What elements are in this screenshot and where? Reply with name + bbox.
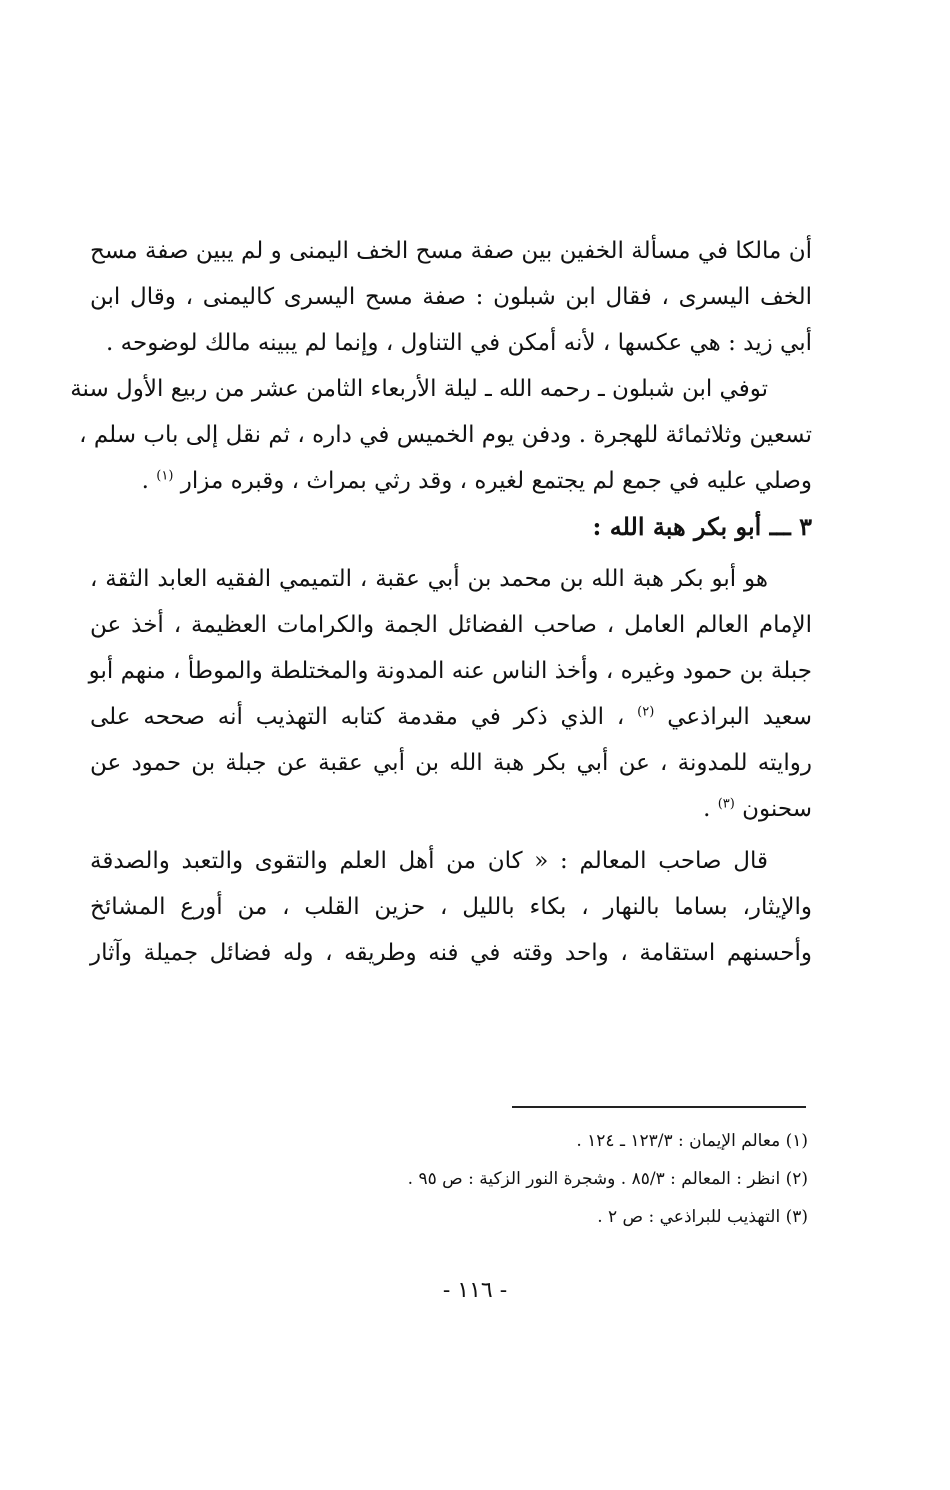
footnote-ref: (٢) [637, 704, 655, 720]
main-text [70, 228, 812, 976]
text-line: وأحسنهم استقامة ، واحد وقته في فنه وطريقه ، وله فضائل جميلة وآثار [90, 940, 812, 966]
text-fragment: . [703, 796, 718, 822]
text-line: الخف اليسرى ، فقال ابن شبلون : صفة مسح اليسرى كاليمنى ، وقال ابن [90, 284, 812, 310]
text-line: جبلة بن حمود وغيره ، وأخذ الناس عنه المدونة والمختلطة والموطأ ، منهم أبو [88, 658, 812, 684]
page-number: - ١١٦ - [442, 1278, 508, 1303]
text-line: أبي زيد : هي عكسها ، لأنه أمكن في التناول ، وإنما لم يبينه مالك لوضوحه . [106, 330, 812, 356]
text-line: قال صاحب المعالم : « كان من أهل العلم والتقوى والتعبد والصدقة [90, 848, 768, 874]
footnote-ref: (١) [156, 468, 174, 484]
text-line: الإمام العالم العامل ، صاحب الفضائل الجمة والكرامات العظيمة ، أخذ عن [90, 612, 812, 638]
footnote-item: (٢) انظر : المعالم : ٨٥/٣ . وشجرة النور الزكية : ص ٩٥ . [407, 1169, 808, 1189]
section-heading: ٣ ـــ أبو بكر هبة الله : [592, 512, 812, 541]
text-line [90, 694, 812, 740]
text-fragment: سحنون [742, 796, 812, 822]
text-fragment: ، الذي ذكر في مقدمة كتابه التهذيب أنه صححه على [90, 704, 638, 730]
footnote-item: (٣) التهذيب للبراذعي : ص ٢ . [597, 1207, 808, 1227]
text-line [90, 458, 812, 504]
footnote-divider [512, 1106, 806, 1108]
text-fragment: وصلي عليه في جمع لم يجتمع لغيره ، وقد رثي بمراث ، وقبره مزار [180, 468, 812, 494]
text-fragment: . [141, 468, 157, 494]
footnotes [120, 1122, 808, 1236]
text-line: والإيثار، بساما بالنهار ، بكاء بالليل ، حزين القلب ، من أورع المشائخ [90, 894, 812, 920]
text-line: تسعين وثلاثمائة للهجرة . ودفن يوم الخميس في داره ، ثم نقل إلى باب سلم ، [79, 422, 812, 448]
text-line: روايته للمدونة ، عن أبي بكر هبة الله بن أبي عقبة عن جبلة بن حمود عن [90, 750, 812, 776]
text-fragment: سعيد البراذعي [667, 704, 812, 730]
footnote-ref: (٣) [717, 796, 735, 812]
text-line: هو أبو بكر هبة الله بن محمد بن أبي عقبة ، التميمي الفقيه العابد الثقة ، [90, 566, 768, 592]
footnote-item: (١) معالم الإيمان : ١٢٣/٣ ـ ١٢٤ . [576, 1131, 808, 1151]
text-line: توفي ابن شبلون ـ رحمه الله ـ ليلة الأربعاء الثامن عشر من ربيع الأول سنة [70, 376, 768, 402]
text-line: أن مالكا في مسألة الخفين بين صفة مسح الخف اليمنى و لم يبين صفة مسح [90, 238, 812, 264]
text-line [90, 786, 812, 832]
